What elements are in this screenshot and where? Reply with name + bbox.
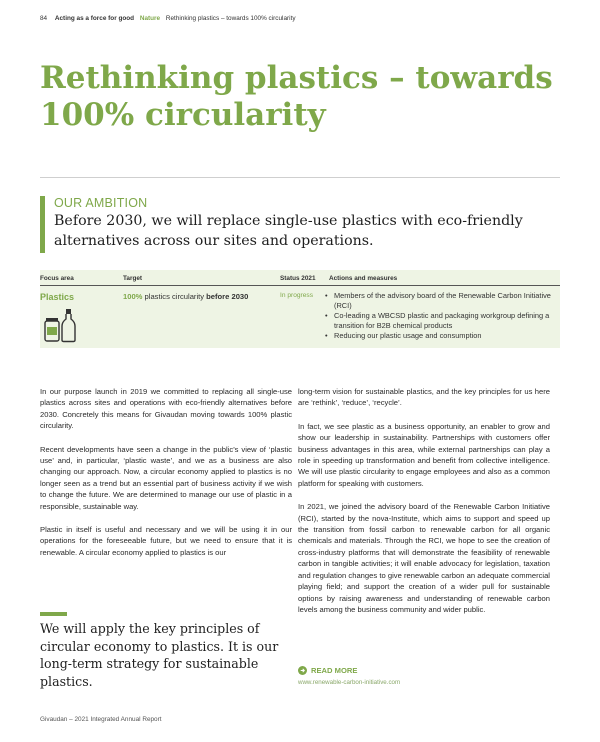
body-paragraph: In 2021, we joined the advisory board of the Renewable Carbon Initiative (RCI), started by the nova-Institute, which aims to support and speed up the transition from fossil carbon to renewable carbon for all organic chemicals and materials. Through the RCI, we hope to see the creation of cross-industry platforms that will demonstrate the feasibility of renewable carbon in tangible activities; it will enable advocacy for legislation, taxation and regulation changes to give renewable carbon an adequate commercial playing field; and support the creation of a wider pull for sustainable options by raising awareness and understanding of renewable carbon levels among the business community and wider public. [298,502,550,614]
target-cell [123,292,248,301]
body-column-right [298,386,550,627]
column-header-focus-area: Focus area [40,275,74,282]
header-topic[interactable]: Rethinking plastics – towards 100% circularity [165,15,296,22]
ambition-label: OUR AMBITION [54,196,148,210]
action-item: • Co-leading a WBCSD plastic and packaging workgroup defining a transition for B2B chemical products [325,311,555,331]
quote-accent-bar [40,612,67,616]
pull-quote: We will apply the key principles of circular economy to plastics. It is our long-term strategy for sustainable plastics. [40,621,279,689]
body-paragraph: In our purpose launch in 2019 we committed to replacing all single-use plastics across sites and operations with eco-friendly alternatives before 2030. Concretely this means for Givaudan moving towards 100% plastic circularity. [40,387,292,431]
target-description: plastics circularity [142,292,207,301]
arrow-circle-icon [298,666,307,675]
plastic-bottles-icon [43,307,77,343]
actions-list [325,291,555,341]
divider [40,177,560,178]
column-header-actions: Actions and measures [329,275,398,282]
target-deadline: before 2030 [206,292,249,301]
focus-area-cell: Plastics [40,292,75,302]
read-more-url[interactable]: www.renewable-carbon-initiative.com [298,679,401,686]
page-number: 84 [40,15,48,22]
action-item: • Members of the advisory board of the Renewable Carbon Initiative (RCI) [325,291,555,311]
read-more-link[interactable] [298,666,357,675]
body-paragraph: Recent developments have seen a change in the public’s view of ‘plastic use’ and, in particular, ‘plastic waste’, and we as a business are also changing our approach. Now, a circular economy applied to plastics is no longer seen as a trend but an essential part of business activity if we wish to change the future. We are determined to manage our use of plastic in a responsible, sustainable way. [40,444,292,511]
footer-report-title: Givaudan – 2021 Integrated Annual Report [40,716,162,723]
ambition-accent-bar [40,196,45,253]
read-more-label[interactable]: READ MORE [311,666,358,675]
header-section[interactable]: Acting as a force for good [54,15,135,22]
body-paragraph: Plastic in itself is useful and necessary and we will be using it in our operations for the foreseeable future, but we need to ensure that it is renewable. A circular economy applied to plastics is our [40,525,292,557]
body-paragraph: long-term vision for sustainable plastics, and the key principles for us here are ‘rethink’, ‘reduce’, ‘recycle’. [298,387,550,408]
header-subsection[interactable]: Nature [139,15,161,22]
running-header [40,15,296,22]
column-header-target: Target [123,275,143,282]
target-percentage: 100% [123,292,143,301]
targets-table [40,270,560,348]
status-cell: In progress [280,292,313,299]
column-header-status: Status 2021 [280,275,316,282]
page-title: Rethinking plastics – towards 100% circularity [40,60,553,133]
ambition-statement: Before 2030, we will replace single-use plastics with eco-friendly alternatives across our sites and operations. [54,213,523,249]
body-column-left [40,386,292,570]
body-paragraph: In fact, we see plastic as a business opportunity, an enabler to grow and show our leadership in sustainability. Partnerships with customers offer business advantages in this area, while external partnerships can play a role in speeding up transformation and benefit from collective intelligence. We will use plastic circularity to engage employees and also as a common platform for speaking with customers. [298,421,550,488]
table-header-rule [40,285,560,286]
action-item: • Reducing our plastic usage and consumption [325,331,555,341]
